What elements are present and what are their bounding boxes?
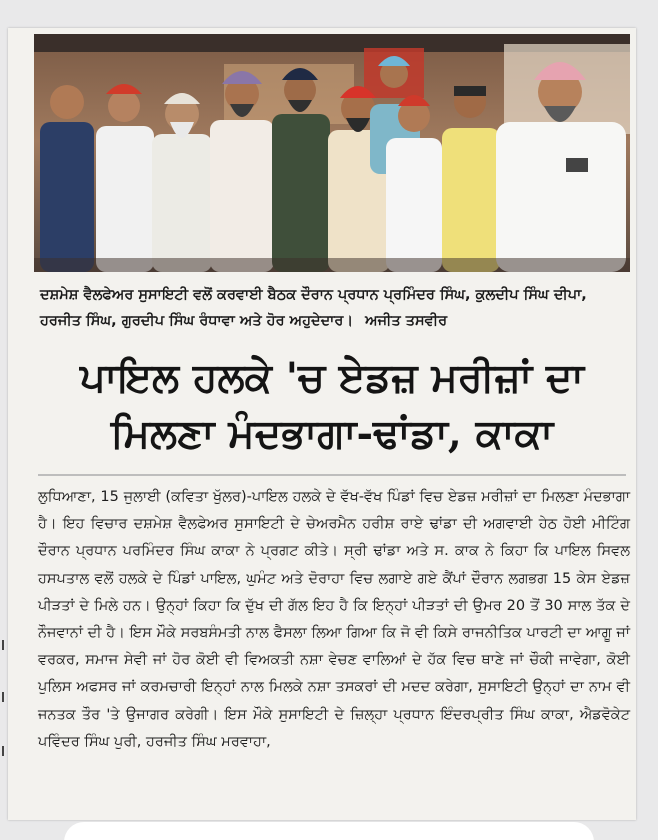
divider (38, 474, 626, 476)
article-body: ਲੁਧਿਆਣਾ, 15 ਜੁਲਾਈ (ਕਵਿਤਾ ਖੁੱਲਰ)-ਪਾਇਲ ਹਲਕੇ ਦੇ ਵੱਖ-ਵੱਖ ਪਿੰਡਾਂ ਵਿਚ ਏਡਜ਼ ਮਰੀਜ਼ਾਂ ਦਾ ਮਿਲਣਾ ਮੰਦਭਾਗਾ ਹੈ। ਇਹ ਵਿਚਾਰ ਦਸ਼ਮੇਸ਼ ਵੈਲਫੇਅਰ ਸੁਸਾਇਟੀ ਦੇ ਚੇਅਰਮੈਨ ਹਰੀਸ਼ ਰਾਏ ਢਾਂਡਾ ਦੀ ਅਗਵਾਈ ਹੇਠ ਹੋਈ ਮੀਟਿੰਗ ਦੌਰਾਨ ਪ੍ਰਧਾਨ ਪਰਮਿੰਦਰ ਸਿੰਘ ਕਾਕਾ ਨੇ ਪ੍ਰਗਟ ਕੀਤੇ। ਸ੍ਰੀ ਢਾਂਡਾ ਅਤੇ ਸ. ਕਾਕ ਨੇ ਕਿਹਾ ਕਿ ਪਾਇਲ ਸਿਵਲ ਹਸਪਤਾਲ ਵਲੋਂ ਹਲਕੇ ਦੇ ਪਿੰਡਾਂ ਪਾਇਲ, ਘੁਮੰਟ ਅਤੇ ਦੋਰਾਹਾ ਵਿਚ ਲਗਾਏ ਗਏ ਕੈਂਪਾਂ ਦੌਰਾਨ ਲਗਭਗ 15 ਕੇਸ ਏਡਜ਼ ਪੀੜਤਾਂ ਦੇ ਮਿਲੇ ਹਨ। ਉਨ੍ਹਾਂ ਕਿਹਾ ਕਿ ਦੁੱਖ ਦੀ ਗੱਲ ਇਹ ਹੈ ਕਿ ਇਨ੍ਹਾਂ ਪੀੜਤਾਂ ਦੀ ਉਮਰ 20 ਤੋਂ 30 ਸਾਲ ਤੱਕ ਦੇ ਨੌਜਵਾਨਾਂ ਦੀ ਹੈ। ਇਸ ਮੌਕੇ ਸਰਬਸੰਮਤੀ ਨਾਲ ਫੈਸਲਾ ਲਿਆ ਗਿਆ ਕਿ ਜੋ ਵੀ ਕਿਸੇ ਰਾਜਨੀਤਿਕ ਪਾਰਟੀ ਦਾ ਆਗੂ ਜਾਂ ਵਰਕਰ, ਸਮਾਜ ਸੇਵੀ ਜਾਂ ਹੋਰ ਕੋਈ ਵੀ ਵਿਅਕਤੀ ਨਸ਼ਾ ਵੇਚਣ ਵਾਲਿਆਂ ਦੇ ਹੱਕ ਵਿਚ ਥਾਣੇ ਜਾਂ ਚੌਕੀ ਜਾਵੇਗਾ, ਕੋਈ ਪੁਲਿਸ ਅਫਸਰ ਜਾਂ ਕਰਮਚਾਰੀ ਇਨ੍ਹਾਂ ਨਾਲ ਮਿਲਕੇ ਨਸ਼ਾ ਤਸਕਰਾਂ ਦੀ ਮਦਦ ਕਰੇਗਾ, ਸੁਸਾਇਟੀ ਉਨ੍ਹਾਂ ਦਾ ਨਾਮ ਵੀ ਜਨਤਕ ਤੌਰ 'ਤੇ ਉਜਾਗਰ ਕਰੇਗੀ। ਇਸ ਮੌਕੇ ਸੁਸਾਇਟੀ ਦੇ ਜ਼ਿਲ੍ਹਾ ਪ੍ਰਧਾਨ ਇੰਦਰਪ੍ਰੀਤ ਸਿੰਘ ਕਾਕਾ, ਐਡਵੋਕੇਟ ਪਵਿੰਦਰ ਸਿੰਘ ਪੁਰੀ, ਹਰਜੀਤ ਸਿੰਘ ਮਰਵਾਹਾ, (38, 489, 630, 750)
group-photo-illustration (34, 34, 630, 272)
photo-caption (40, 282, 628, 334)
headline-line-2: ਮਿਲਣਾ ਮੰਦਭਾਗਾ-ਢਾਂਡਾ, ਕਾਕਾ (110, 410, 554, 457)
photo-credit: ਅਜੀਤ ਤਸਵੀਰ (365, 313, 448, 329)
bottom-overlay-bar[interactable] (64, 822, 594, 840)
caption-text: ਦਸ਼ਮੇਸ਼ ਵੈਲਫੇਅਰ ਸੁਸਾਇਟੀ ਵਲੋਂ ਕਰਵਾਈ ਬੈਠਕ ਦੌਰਾਨ ਪ੍ਰਧਾਨ ਪ੍ਰਮਿੰਦਰ ਸਿੰਘ, ਕੁਲਦੀਪ ਸਿੰਘ ਦੀਪਾ, ਹਰਜੀਤ ਸਿੰਘ, ਗੁਰਦੀਪ ਸਿੰਘ ਰੰਧਾਵਾ ਅਤੇ ਹੋਰ ਅਹੁਦੇਦਾਰ। (40, 287, 587, 329)
newspaper-clipping (8, 28, 636, 820)
headline (34, 350, 630, 462)
adjacent-column-edge (0, 640, 8, 800)
group-photo (34, 34, 630, 272)
headline-line-1: ਪਾਇਲ ਹਲਕੇ 'ਚ ਏਡਜ਼ ਮਰੀਜ਼ਾਂ ਦਾ (80, 354, 584, 401)
